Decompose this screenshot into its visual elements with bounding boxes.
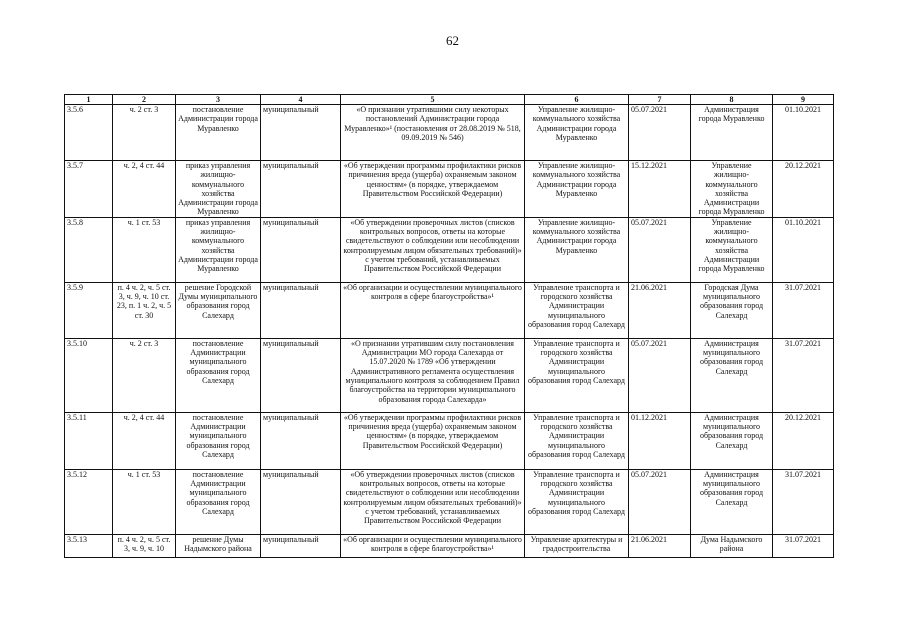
row-date-end: 31.07.2021	[773, 534, 834, 557]
row-title: «Об утверждении проверочных листов (списков контрольных вопросов, ответы на которые свидетельствуют о соблюдении или несоблюдении контролируемым лицом обязательных требований)» с учетом требований, устанавливаемых Правительством Российской Федерации	[341, 217, 525, 282]
row-adopting-body: Городская Дума муниципального образования город Салехард	[691, 282, 773, 338]
row-title: «Об утверждении программы профилактики рисков причинения вреда (ущерба) охраняемым законом ценностям» (в порядке, утверждаемом Правительством Российской Федерации)	[341, 161, 525, 218]
row-act-type: решение Думы Надымского района	[176, 534, 261, 557]
row-date-end: 31.07.2021	[773, 282, 834, 338]
row-date-start: 01.12.2021	[629, 412, 691, 469]
row-date-start: 15.12.2021	[629, 161, 691, 218]
row-level: муниципальный	[261, 412, 341, 469]
table-row	[65, 469, 834, 534]
table-row	[65, 412, 834, 469]
row-act-type: приказ управления жилищно-коммунального хозяйства Администрации города Муравленко	[176, 161, 261, 218]
row-date-end: 31.07.2021	[773, 338, 834, 412]
row-date-end: 20.12.2021	[773, 412, 834, 469]
row-level: муниципальный	[261, 469, 341, 534]
row-date-start: 05.07.2021	[629, 105, 691, 161]
row-date-start: 21.06.2021	[629, 534, 691, 557]
row-act-type: приказ управления жилищно-коммунального хозяйства Администрации города Муравленко	[176, 217, 261, 282]
header-col-5: 5	[341, 95, 525, 105]
row-title: «Об утверждении проверочных листов (списков контрольных вопросов, ответы на которые свидетельствуют о соблюдении или несоблюдении контролируемым лицом обязательных требований)» с учетом требований, устанавливаемых Правительством Российской Федерации	[341, 469, 525, 534]
row-number: 3.5.9	[65, 282, 113, 338]
row-adopting-body: Дума Надымского района	[691, 534, 773, 557]
row-act-type: решение Городской Думы муниципального образования город Салехард	[176, 282, 261, 338]
row-article: ч. 2 ст. 3	[113, 105, 176, 161]
row-level: муниципальный	[261, 161, 341, 218]
row-article: п. 4 ч. 2, ч. 5 ст. 3, ч. 9, ч. 10 ст. 23, п. 1 ч. 2, ч. 5 ст. 30	[113, 282, 176, 338]
row-adopting-body: Администрация муниципального образования город Салехард	[691, 469, 773, 534]
row-article: ч. 2, 4 ст. 44	[113, 412, 176, 469]
row-level: муниципальный	[261, 105, 341, 161]
row-level: муниципальный	[261, 338, 341, 412]
header-col-3: 3	[176, 95, 261, 105]
row-article: ч. 2 ст. 3	[113, 338, 176, 412]
row-number: 3.5.8	[65, 217, 113, 282]
row-executor: Управление транспорта и городского хозяйства Администрации муниципального образования город Салехард	[525, 412, 629, 469]
header-col-8: 8	[691, 95, 773, 105]
row-article: ч. 2, 4 ст. 44	[113, 161, 176, 218]
table-row	[65, 338, 834, 412]
row-executor: Управление транспорта и городского хозяйства Администрации муниципального образования город Салехард	[525, 282, 629, 338]
row-title: «Об организации и осуществлении муниципального контроля в сфере благоустройства»¹	[341, 282, 525, 338]
row-number: 3.5.12	[65, 469, 113, 534]
row-date-start: 05.07.2021	[629, 469, 691, 534]
row-date-start: 05.07.2021	[629, 217, 691, 282]
header-col-7: 7	[629, 95, 691, 105]
row-act-type: постановление Администрации муниципального образования город Салехард	[176, 338, 261, 412]
row-title: «Об организации и осуществлении муниципального контроля в сфере благоустройства»¹	[341, 534, 525, 557]
row-date-end: 31.07.2021	[773, 469, 834, 534]
header-col-6: 6	[525, 95, 629, 105]
row-date-start: 05.07.2021	[629, 338, 691, 412]
row-date-start: 21.06.2021	[629, 282, 691, 338]
row-title: «О признании утратившим силу постановления Администрации МО города Салехарда от 15.07.2020 № 1789 «Об утверждении Административного регламента осуществления муниципального контроля за соблюдением Правил благоустройства на территории муниципального образования города Салехарда»	[341, 338, 525, 412]
row-level: муниципальный	[261, 282, 341, 338]
row-number: 3.5.10	[65, 338, 113, 412]
table-row	[65, 282, 834, 338]
row-date-end: 01.10.2021	[773, 217, 834, 282]
row-executor: Управление транспорта и городского хозяйства Администрации муниципального образования город Салехард	[525, 469, 629, 534]
row-act-type: постановление Администрации муниципального образования город Салехард	[176, 412, 261, 469]
row-level: муниципальный	[261, 217, 341, 282]
row-date-end: 01.10.2021	[773, 105, 834, 161]
row-article: ч. 1 ст. 53	[113, 469, 176, 534]
row-article: п. 4 ч. 2, ч. 5 ст. 3, ч. 9, ч. 10	[113, 534, 176, 557]
row-date-end: 20.12.2021	[773, 161, 834, 218]
row-executor: Управление архитектуры и градостроительства	[525, 534, 629, 557]
row-adopting-body: Управление жилищно-коммунального хозяйства Администрации города Муравленко	[691, 217, 773, 282]
row-number: 3.5.13	[65, 534, 113, 557]
row-number: 3.5.7	[65, 161, 113, 218]
row-act-type: постановление Администрации муниципального образования город Салехард	[176, 469, 261, 534]
row-title: «Об утверждении программы профилактики рисков причинения вреда (ущерба) охраняемым законом ценностям» (в порядке, утверждаемом Правительством Российской Федерации)	[341, 412, 525, 469]
row-article: ч. 1 ст. 53	[113, 217, 176, 282]
row-executor: Управление жилищно-коммунального хозяйства Администрации города Муравленко	[525, 217, 629, 282]
table-row	[65, 217, 834, 282]
table-row	[65, 105, 834, 161]
header-row	[65, 95, 834, 105]
page-number: 62	[446, 33, 459, 48]
row-executor: Управление транспорта и городского хозяйства Администрации муниципального образования город Салехард	[525, 338, 629, 412]
header-col-1: 1	[65, 95, 113, 105]
table-row	[65, 534, 834, 557]
header-col-9: 9	[773, 95, 834, 105]
row-adopting-body: Администрация города Муравленко	[691, 105, 773, 161]
row-title: «О признании утратившими силу некоторых постановлений Администрации города Муравленко»¹ (постановления от 28.08.2019 № 518, 09.09.2019 № 546)	[341, 105, 525, 161]
row-adopting-body: Администрация муниципального образования город Салехард	[691, 338, 773, 412]
row-act-type: постановление Администрации города Муравленко	[176, 105, 261, 161]
header-col-2: 2	[113, 95, 176, 105]
row-adopting-body: Администрация муниципального образования город Салехард	[691, 412, 773, 469]
row-executor: Управление жилищно-коммунального хозяйства Администрации города Муравленко	[525, 161, 629, 218]
table-row	[65, 161, 834, 218]
row-level: муниципальный	[261, 534, 341, 557]
row-adopting-body: Управление жилищно-коммунального хозяйства Администрации города Муравленко	[691, 161, 773, 218]
row-number: 3.5.11	[65, 412, 113, 469]
row-number: 3.5.6	[65, 105, 113, 161]
legal-acts-table	[64, 94, 834, 558]
row-executor: Управление жилищно-коммунального хозяйства Администрации города Муравленко	[525, 105, 629, 161]
header-col-4: 4	[261, 95, 341, 105]
